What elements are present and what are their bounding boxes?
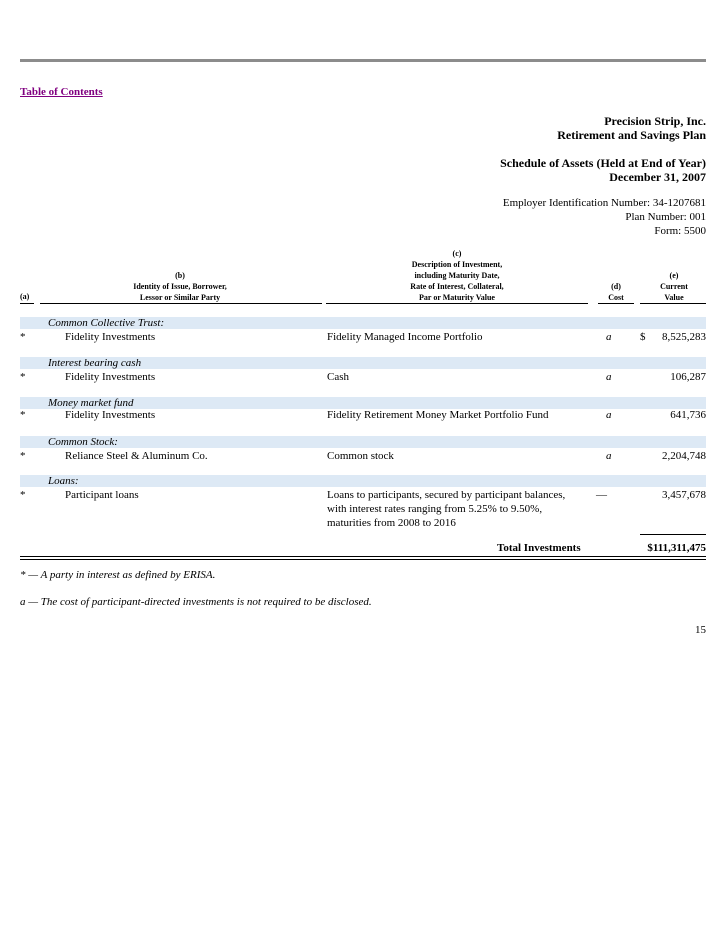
investment-description: Common stock bbox=[327, 450, 394, 462]
issuer-identity: Fidelity Investments bbox=[65, 409, 156, 421]
page-number: 15 bbox=[695, 624, 706, 636]
party-in-interest-marker: * bbox=[20, 450, 26, 462]
investment-description-line2: with interest rates ranging from 5.25% to 9.50%, bbox=[327, 503, 543, 515]
subtotal-rule bbox=[640, 534, 706, 535]
category-band bbox=[20, 436, 706, 448]
cost-value: a bbox=[606, 409, 612, 421]
column-c-header: (c) Description of Investment, including Maturity Date, Rate of Interest, Collateral, Par or Maturity Value bbox=[410, 249, 504, 302]
investment-description: Fidelity Retirement Money Market Portfolio Fund bbox=[327, 409, 549, 421]
current-value: 8,525,283 bbox=[662, 331, 706, 343]
party-in-interest-marker: * bbox=[20, 489, 26, 501]
total-label: Total Investments bbox=[497, 542, 581, 554]
current-value: 641,736 bbox=[670, 409, 706, 421]
total-double-rule-bottom bbox=[20, 559, 706, 560]
category-label: Loans: bbox=[48, 475, 79, 487]
column-e-rule bbox=[640, 303, 706, 304]
table-of-contents-link[interactable]: Table of Contents bbox=[20, 86, 103, 98]
column-e-header: (e) Current Value bbox=[660, 271, 688, 302]
cost-value: — bbox=[596, 489, 607, 501]
schedule-title: Schedule of Assets (Held at End of Year) bbox=[500, 156, 706, 170]
total-value: $111,311,475 bbox=[647, 542, 706, 554]
investment-description: Cash bbox=[327, 371, 349, 383]
total-double-rule-top bbox=[20, 556, 706, 557]
issuer-identity: Reliance Steel & Aluminum Co. bbox=[65, 450, 208, 462]
current-value: 3,457,678 bbox=[662, 489, 706, 501]
schedule-date: December 31, 2007 bbox=[609, 170, 706, 184]
category-label: Common Collective Trust: bbox=[48, 317, 165, 329]
investment-description-line3: maturities from 2008 to 2016 bbox=[327, 517, 456, 529]
dollar-sign: $ bbox=[640, 331, 646, 343]
category-band bbox=[20, 475, 706, 487]
party-in-interest-marker: * bbox=[20, 409, 26, 421]
category-label: Interest bearing cash bbox=[48, 357, 142, 369]
category-label: Common Stock: bbox=[48, 436, 118, 448]
column-c-rule bbox=[326, 303, 588, 304]
column-a-rule bbox=[20, 303, 34, 304]
plan-number: Plan Number: 001 bbox=[625, 211, 706, 223]
party-in-interest-marker: * bbox=[20, 331, 26, 343]
employer-id: Employer Identification Number: 34-1207681 bbox=[502, 197, 706, 209]
company-name: Precision Strip, Inc. bbox=[604, 114, 706, 128]
issuer-identity: Fidelity Investments bbox=[65, 371, 156, 383]
category-label: Money market fund bbox=[48, 397, 134, 409]
plan-name: Retirement and Savings Plan bbox=[557, 128, 706, 142]
top-rule bbox=[20, 59, 706, 62]
column-b-header: (b) Identity of Issue, Borrower, Lessor or Similar Party bbox=[133, 271, 227, 302]
issuer-identity: Participant loans bbox=[65, 489, 139, 501]
cost-value: a bbox=[606, 450, 612, 462]
column-d-header: (d) Cost bbox=[608, 282, 624, 302]
investment-description: Loans to participants, secured by participant balances, bbox=[327, 489, 566, 501]
column-b-rule bbox=[40, 303, 322, 304]
current-value: 106,287 bbox=[670, 371, 706, 383]
issuer-identity: Fidelity Investments bbox=[65, 331, 156, 343]
cost-value: a bbox=[606, 371, 612, 383]
form-number: Form: 5500 bbox=[654, 225, 706, 237]
column-d-rule bbox=[598, 303, 634, 304]
footnote-cost: a — The cost of participant-directed investments is not required to be disclosed. bbox=[20, 596, 372, 608]
current-value: 2,204,748 bbox=[662, 450, 706, 462]
investment-description: Fidelity Managed Income Portfolio bbox=[327, 331, 483, 343]
column-a-header: (a) bbox=[20, 292, 30, 301]
footnote-party-in-interest: * — A party in interest as defined by ERISA. bbox=[20, 569, 216, 581]
cost-value: a bbox=[606, 331, 612, 343]
party-in-interest-marker: * bbox=[20, 371, 26, 383]
